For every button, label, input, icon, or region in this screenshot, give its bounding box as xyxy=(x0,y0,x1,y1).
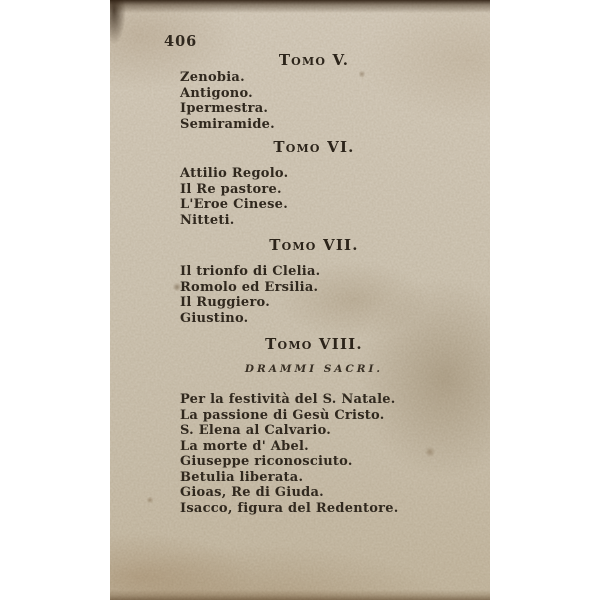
section-title-tomo-vii: Tomo VII. xyxy=(269,236,359,254)
list-item: Per la festività del S. Natale. xyxy=(180,392,396,407)
page-number: 406 xyxy=(164,33,198,50)
list-item: La passione di Gesù Cristo. xyxy=(180,407,385,423)
list-item: L'Eroe Cinese. xyxy=(180,197,288,212)
section-tomo-vi xyxy=(180,139,448,228)
section-title-tomo-vi: Tomo VI. xyxy=(273,138,355,156)
work-list xyxy=(180,264,448,326)
work-list xyxy=(180,392,448,516)
list-item: Gioas, Re di Giuda. xyxy=(180,485,324,500)
list-item: Isacco, figura del Redentore. xyxy=(180,500,399,516)
list-item: S. Elena al Calvario. xyxy=(180,423,332,438)
list-item: Il Re pastore. xyxy=(180,181,282,197)
section-tomo-v xyxy=(180,52,448,132)
list-item: Romolo ed Ersilia. xyxy=(180,279,319,295)
section-tomo-vii xyxy=(180,237,448,326)
list-item: Antigono. xyxy=(180,85,253,101)
book-page-photo xyxy=(110,0,490,600)
work-list xyxy=(180,166,448,228)
list-item: Nitteti. xyxy=(180,212,235,228)
list-item: Betulia liberata. xyxy=(180,469,304,485)
list-item: Il trionfo di Clelia. xyxy=(180,264,321,279)
subsection-title-drammi-sacri: DRAMMI SACRI. xyxy=(244,363,384,375)
work-list xyxy=(180,70,448,132)
section-title-tomo-v: Tomo V. xyxy=(278,51,350,69)
section-tomo-viii xyxy=(180,336,448,516)
list-item: Ipermestra. xyxy=(180,101,269,116)
list-item: Giustino. xyxy=(180,310,249,326)
list-item: Il Ruggiero. xyxy=(180,295,271,310)
page-content xyxy=(110,0,490,600)
list-item: Giuseppe riconosciuto. xyxy=(180,454,353,469)
section-title-tomo-viii: Tomo VIII. xyxy=(265,335,363,353)
list-item: Zenobia. xyxy=(180,70,245,85)
list-item: Attilio Regolo. xyxy=(180,166,289,181)
list-item: Semiramide. xyxy=(180,116,275,132)
list-item: La morte d' Abel. xyxy=(180,438,309,454)
